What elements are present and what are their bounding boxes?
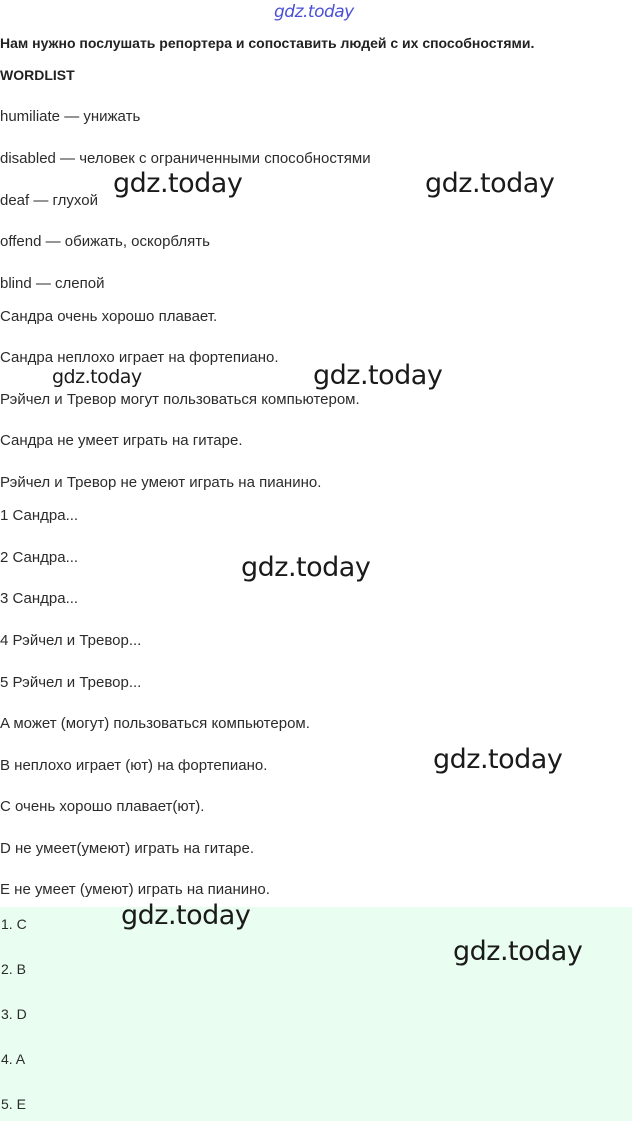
item: 3 Сандра...: [0, 590, 79, 607]
watermark: gdz.today: [121, 900, 251, 931]
option: B неплохо играет (ют) на фортепиано.: [0, 757, 268, 774]
statement: Рэйчел и Тревор не умеют играть на пианино.: [0, 474, 322, 491]
answer-item: 1. C: [1, 916, 27, 932]
option: D не умеет(умеют) играть на гитаре.: [0, 840, 255, 857]
statement: Сандра не умеет играть на гитаре.: [0, 432, 243, 449]
option: A может (могут) пользоваться компьютером.: [0, 715, 310, 732]
task-text: Нам нужно послушать репортера и сопоставить людей с их способностями.: [0, 35, 535, 51]
wordlist-item: blind — слепой: [0, 275, 105, 292]
item: 2 Сандра...: [0, 549, 79, 566]
watermark-top: gdz.today: [274, 2, 354, 22]
watermark: gdz.today: [313, 360, 443, 391]
wordlist-item: offend — обижать, оскорблять: [0, 233, 210, 250]
answer-item: 3. D: [1, 1006, 27, 1022]
wordlist-item: humiliate — унижать: [0, 108, 141, 125]
watermark: gdz.today: [433, 744, 563, 775]
watermark: gdz.today: [241, 552, 371, 583]
answer-item: 5. E: [1, 1096, 26, 1112]
watermark: gdz.today: [425, 168, 555, 199]
wordlist-item: disabled — человек с ограниченными способностями: [0, 150, 371, 167]
answer-item: 4. A: [1, 1051, 26, 1067]
option: E не умеет (умеют) играть на пианино.: [0, 881, 270, 898]
watermark: gdz.today: [113, 168, 243, 199]
watermark: gdz.today: [453, 936, 583, 967]
statement: Рэйчел и Тревор могут пользоваться компьютером.: [0, 391, 360, 408]
option: C очень хорошо плавает(ют).: [0, 798, 205, 815]
statement: Сандра неплохо играет на фортепиано.: [0, 349, 279, 366]
watermark: gdz.today: [52, 366, 142, 388]
item: 5 Рэйчел и Тревор...: [0, 674, 142, 691]
wordlist-heading: WORDLIST: [0, 67, 75, 83]
wordlist-item: deaf — глухой: [0, 192, 98, 209]
item: 1 Сандра...: [0, 507, 79, 524]
statement: Сандра очень хорошо плавает.: [0, 308, 218, 325]
item: 4 Рэйчел и Тревор...: [0, 632, 142, 649]
answer-item: 2. B: [1, 961, 26, 977]
